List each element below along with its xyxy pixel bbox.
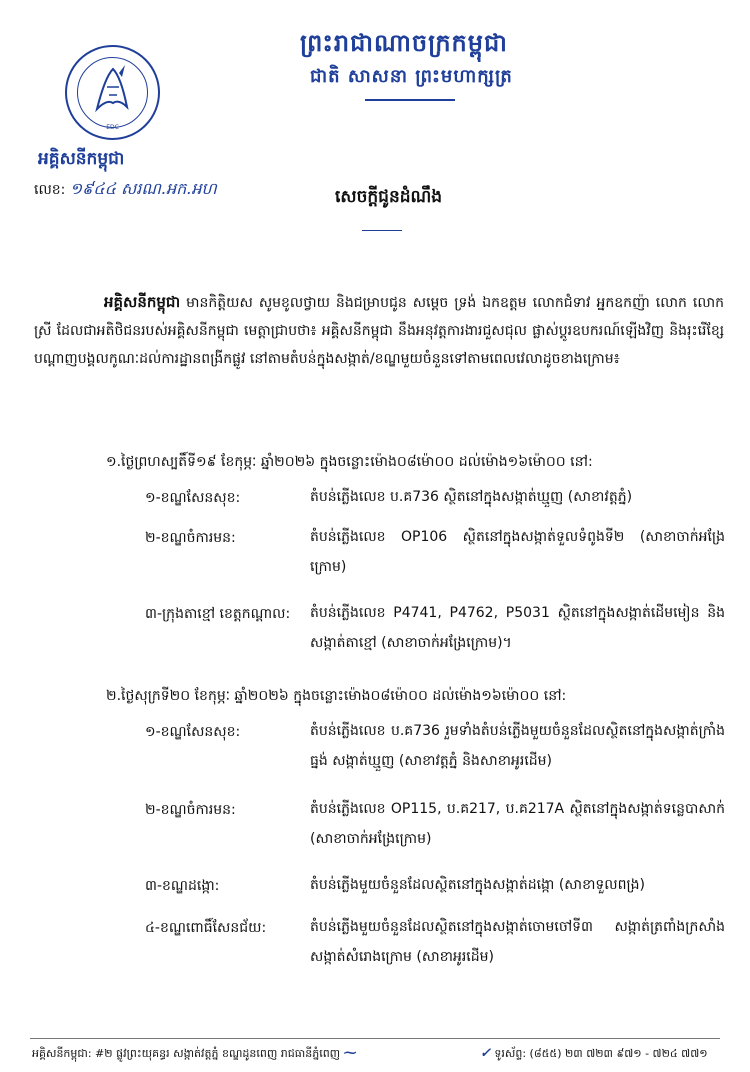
section-1-heading: ១.ថ្ងៃព្រហស្បតិ៍ទី១៩ ខែកុម្ភៈ ឆ្នាំ២០២៦ ក្នុងចន្លោះម៉ោង០៨ម៉ោ០០ ដល់ម៉ោង១៦ម៉ោ០០ នៅ:: [106, 454, 593, 470]
section-2-item-1-label: ១-ខណ្ឌសែនសុខ:: [145, 724, 241, 740]
org-name: អគ្គិសនីកម្ពុជា: [38, 149, 125, 169]
footer-phone: [480, 1046, 708, 1063]
footer-divider: [30, 1038, 720, 1039]
national-motto: ជាតិ សាសនា ព្រះមហាក្សត្រ: [310, 66, 513, 87]
section-1-item-2-desc: តំបន់ភ្លើងលេខ OP106 ស្ថិតនៅក្នុងសង្កាត់ទួលទំពូងទី២ (សាខាចាក់អង្រែក្រោម): [310, 529, 725, 575]
ref-label: លេខ:: [34, 182, 66, 198]
initial-mark: ⁓: [343, 1046, 357, 1061]
footer-initial-mark: ✓: [480, 1046, 491, 1061]
header-ornament: [365, 99, 455, 101]
intro-text: មានកិត្តិយស សូមខូលថ្វាយ និងជម្រាបជូន សម្តេច ទ្រង់ ឯកឧត្តម លោកជំទាវ អ្នកឧកញ៉ា លោក លោកស្រី ដែលជាអតិថិជនរបស់អគ្គិសនីកម្ពុជា មេត្តាជ្រាបថា៖ អគ្គិសនីកម្ពុជា នឹងអនុវត្តការងារជួសជុល ផ្លាស់ប្តូរឧបករណ៍ឡើងវិញ និងរុះរើខ្សែបណ្តាញបង្គលកូណៈដល់ការដ្ឋានពង្រីកផ្លូវ នៅតាមតំបន់ក្នុងសង្កាត់/ខណ្ឌមួយចំនួនទៅតាមពេលវេលាដូចខាងក្រោម៖: [34, 295, 724, 367]
logo-emblem-icon: [67, 47, 158, 138]
notice-title: សេចក្តីជូនដំណឹង: [335, 187, 443, 207]
footer-phone-text: ទូរស័ព្ទ: (៨៥៥) ២៣ ៧២៣ ៩៧១ - ៧២៤ ៧៧១: [494, 1047, 708, 1060]
section-2-item-4-desc: តំបន់ភ្លើងមួយចំនួនដែលស្ថិតនៅក្នុងសង្កាត់ចោមចៅទី៣ សង្កាត់ត្រពាំងក្រសាំង សង្កាត់សំរោងក្រោម (សាខាអូរដើម): [310, 919, 725, 965]
section-2-item-4-label: ៤-ខណ្ឌពោធិ៍សែនជ័យ:: [145, 920, 267, 936]
section-2-item-2-label: ២-ខណ្ឌចំការមន:: [145, 802, 236, 818]
footer-address-text: អគ្គិសនីកម្ពុជា: #២ ផ្លូវព្រះយុគន្ធរ សង្កាត់វត្តភ្នំ ខណ្ឌដូនពេញ រាជធានីភ្នំពេញ: [32, 1047, 341, 1060]
kingdom-title: ព្រះរាជាណាចក្រកម្ពុជា: [300, 29, 508, 57]
ref-value: ១៩៤៤ សរណ.អក.អហ: [69, 179, 217, 198]
section-2-item-1-desc: តំបន់ភ្លើងលេខ ប.គ736 រួមទាំងតំបន់ភ្លើងមួយចំនួនដែលស្ថិតនៅក្នុងសង្កាត់ក្រាំងធ្នង់ សង្កាត់ឃ្មួញ (សាខាវត្តភ្នំ និងសាខាអូរដើម): [310, 723, 725, 769]
edc-logo: [65, 45, 160, 140]
section-1-item-3-label: ៣-ក្រុងតាខ្មៅ ខេត្តកណ្តាល:: [145, 606, 291, 622]
section-2-item-2-desc: តំបន់ភ្លើងលេខ OP115, ប.គ217, ប.គ217A ស្ថិតនៅក្នុងសង្កាត់ទន្លេបាសាក់ (សាខាចាក់អង្រែក្រោម): [310, 801, 725, 847]
footer-address: [32, 1046, 357, 1063]
section-1-item-1-desc: តំបន់ភ្លើងលេខ ប.គ736 ស្ថិតនៅក្នុងសង្កាត់ឃ្មួញ (សាខាវត្តភ្នំ): [310, 489, 633, 505]
title-ornament: [362, 230, 402, 231]
section-2-heading: ២.ថ្ងៃសុក្រទី២០ ខែកុម្ភៈ ឆ្នាំ២០២៦ ក្នុងចន្លោះម៉ោង០៨ម៉ោ០០ ដល់ម៉ោង១៦ម៉ោ០០ នៅ:: [106, 688, 567, 704]
svg-text:EDC: EDC: [106, 124, 119, 131]
section-2-item-3-label: ៣-ខណ្ឌដង្កោ:: [145, 878, 220, 894]
section-2-item-3-desc: តំបន់ភ្លើងមួយចំនួនដែលស្ថិតនៅក្នុងសង្កាត់ដង្កោ (សាខាទួលពង្រ): [310, 877, 646, 893]
section-1-item-1-label: ១-ខណ្ឌសែនសុខ:: [145, 490, 241, 506]
intro-org: អគ្គិសនីកម្ពុជា: [104, 293, 181, 311]
section-1-item-2-label: ២-ខណ្ឌចំការមន:: [145, 530, 236, 546]
intro-paragraph: [34, 288, 724, 373]
section-1-item-3-desc: តំបន់ភ្លើងលេខ P4741, P4762, P5031 ស្ថិតនៅក្នុងសង្កាត់ដើមមៀន និងសង្កាត់តាខ្មៅ (សាខាចាក់អង្រែក្រោម)។: [310, 605, 725, 651]
reference-number: [34, 178, 217, 202]
